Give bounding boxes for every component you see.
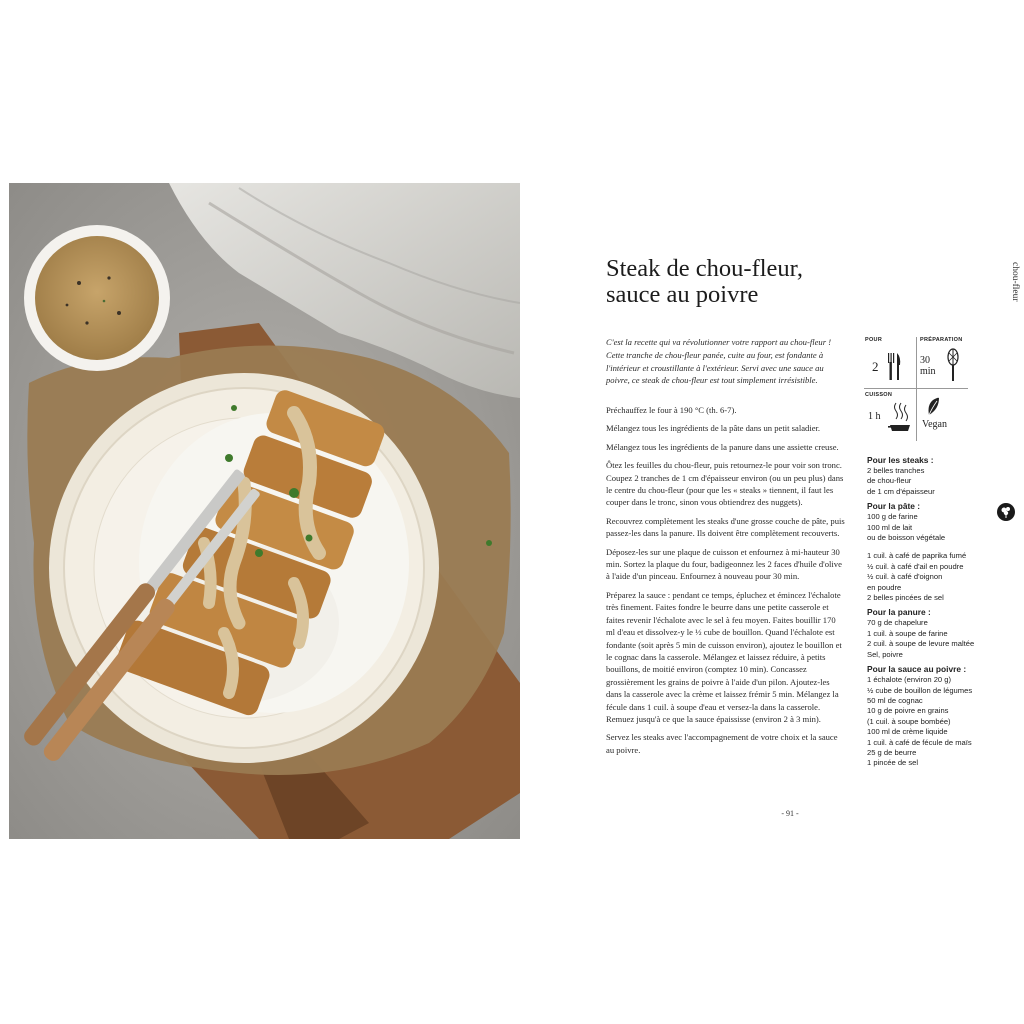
ingredients-list [867, 451, 987, 769]
prep-number: 30 [920, 355, 930, 366]
spacer [867, 543, 987, 551]
servings-label: POUR [865, 337, 883, 343]
steaming-pan-icon [888, 401, 912, 435]
whisk-icon [946, 348, 960, 382]
recipe-steps [606, 404, 846, 762]
cutlery-icon [886, 351, 902, 381]
ingredient-line: de chou-fleur [867, 476, 912, 486]
chapter-side-label: chou-fleur [1010, 262, 1020, 302]
ingredient-line: 50 ml de cognac [867, 695, 923, 705]
step: Ôtez les feuilles du chou-fleur, puis retournez-le pour voir son tronc. Coupez 2 tranches de 1 cm d'épaisseur environ (ou un peu plus) dans le centre du chou-fleur (pour que les « steaks » tiennent, il faut les couper dans le tronc, sinon vous obtiendrez des nuggets). [606, 460, 844, 508]
step: Déposez-les sur une plaque de cuisson et enfournez à mi-hauteur 30 min. Sortez la plaque du four, badigeonnez les 2 faces d'huile d'olive à l'aide d'un pinceau. Enfournez à nouveau pour 30 min. [606, 546, 842, 582]
step: Mélangez tous les ingrédients de la pâte dans un petit saladier. [606, 423, 821, 434]
ingredient-line: ½ cube de bouillon de légumes [867, 685, 973, 695]
cook-value: 1 h [868, 411, 881, 422]
vegan-label: Vegan [922, 419, 947, 430]
ingredient-line: 1 cuil. à soupe de farine [867, 628, 948, 638]
ingredient-line: 70 g de chapelure [867, 618, 928, 628]
ingredient-line: 100 ml de crème liquide [867, 727, 948, 737]
prep-unit: min [920, 366, 936, 377]
ingredient-line: ½ cuil. à café d'oignon [867, 572, 943, 582]
servings-value: 2 [872, 359, 879, 374]
ingredients-heading: Pour la panure : [867, 607, 931, 618]
ingredient-line: ou de boisson végétale [867, 533, 946, 543]
ingredient-line: 1 cuil. à café de paprika fumé [867, 551, 967, 561]
prep-label: PRÉPARATION [920, 337, 963, 343]
ingredient-line: 2 belles tranches [867, 466, 925, 475]
divider [916, 337, 917, 441]
cauliflower-icon [997, 503, 1015, 521]
step: Préparez la sauce : pendant ce temps, épluchez et émincez l'échalote très finement. Faites fondre le beurre dans une petite casserole et faites revenir l'échalote avec le sel à feu moyen. Faites bouillir 170 ml d'eau et dissolvez-y le ½ cube de bouillon. Quand l'échalote est fondante (soit après 5 min de cuisson environ), ajoutez le bouillon et le cognac dans la casserole. Mélangez et laissez réduire, à petits bouillons, de moitié environ (comptez 10 min). Concassez grossièrement les grains de poivre à l'aide d'un pilon. Ajoutez-les dans la casserole avec la crème et laissez frémir 5 min. Mélangez la fécule dans 1 cuil. à soupe d'eau et versez-la dans la casserole. Remuez jusqu'à ce que la sauce épaississe (environ 2 à 3 min). [606, 589, 842, 724]
ingredient-line: 1 pincée de sel [867, 758, 919, 768]
ingredient-line: 100 g de farine [867, 512, 918, 522]
title-line-2: sauce au poivre [606, 281, 759, 308]
ingredients-heading: Pour la sauce au poivre : [867, 664, 967, 675]
ingredient-line: 10 g de poivre en grains [867, 706, 949, 716]
step: Préchauffez le four à 190 °C (th. 6-7). [606, 405, 737, 415]
page-number: - 91 - [781, 809, 799, 818]
step: Mélangez tous les ingrédients de la panure dans une assiette creuse. [606, 441, 839, 452]
cook-label: CUISSON [865, 392, 893, 398]
recipe-info-box [864, 337, 968, 443]
ingredient-line: 2 belles pincées de sel [867, 593, 944, 603]
ingredient-line: Sel, poivre [867, 649, 903, 659]
ingredient-line: 25 g de beurre [867, 747, 917, 757]
ingredient-line: de 1 cm d'épaisseur [867, 486, 935, 496]
ingredient-line: 100 ml de lait [867, 522, 913, 532]
ingredients-heading: Pour les steaks : [867, 455, 934, 465]
ingredient-line: 1 échalote (environ 20 g) [867, 675, 952, 685]
recipe-intro: C'est la recette qui va révolutionner votre rapport au chou-fleur ! Cette tranche de chou-fleur panée, cuite au four, est fondante à l'intérieur et croustillante à l'extérieur. Servi avec une sauce au poivre, ce steak de chou-fleur est tout simplement irrésistible. [606, 337, 832, 386]
prep-value [920, 355, 936, 377]
step: Recouvrez complètement les steaks d'une grosse couche de pâte, puis passez-les dans la panure. Ils doivent être complètement recouverts. [606, 515, 845, 539]
ingredient-line: 2 cuil. à soupe de levure maltée [867, 639, 975, 649]
ingredient-line: 1 cuil. à café de fécule de maïs [867, 737, 972, 747]
title-line-1: Steak de chou-fleur, [606, 255, 803, 282]
recipe-title [606, 256, 803, 308]
leaf-icon [926, 397, 940, 417]
ingredient-line: (1 cuil. à soupe bombée) [867, 716, 951, 726]
ingredient-line: ½ cuil. à café d'ail en poudre [867, 561, 964, 571]
ingredients-heading: Pour la pâte : [867, 501, 921, 512]
ingredient-line: en poudre [867, 582, 902, 592]
recipe-photo [9, 183, 520, 839]
step: Servez les steaks avec l'accompagnement de votre choix et la sauce au poivre. [606, 732, 838, 755]
chapter-tab-marker [997, 503, 1015, 521]
divider [864, 388, 968, 389]
